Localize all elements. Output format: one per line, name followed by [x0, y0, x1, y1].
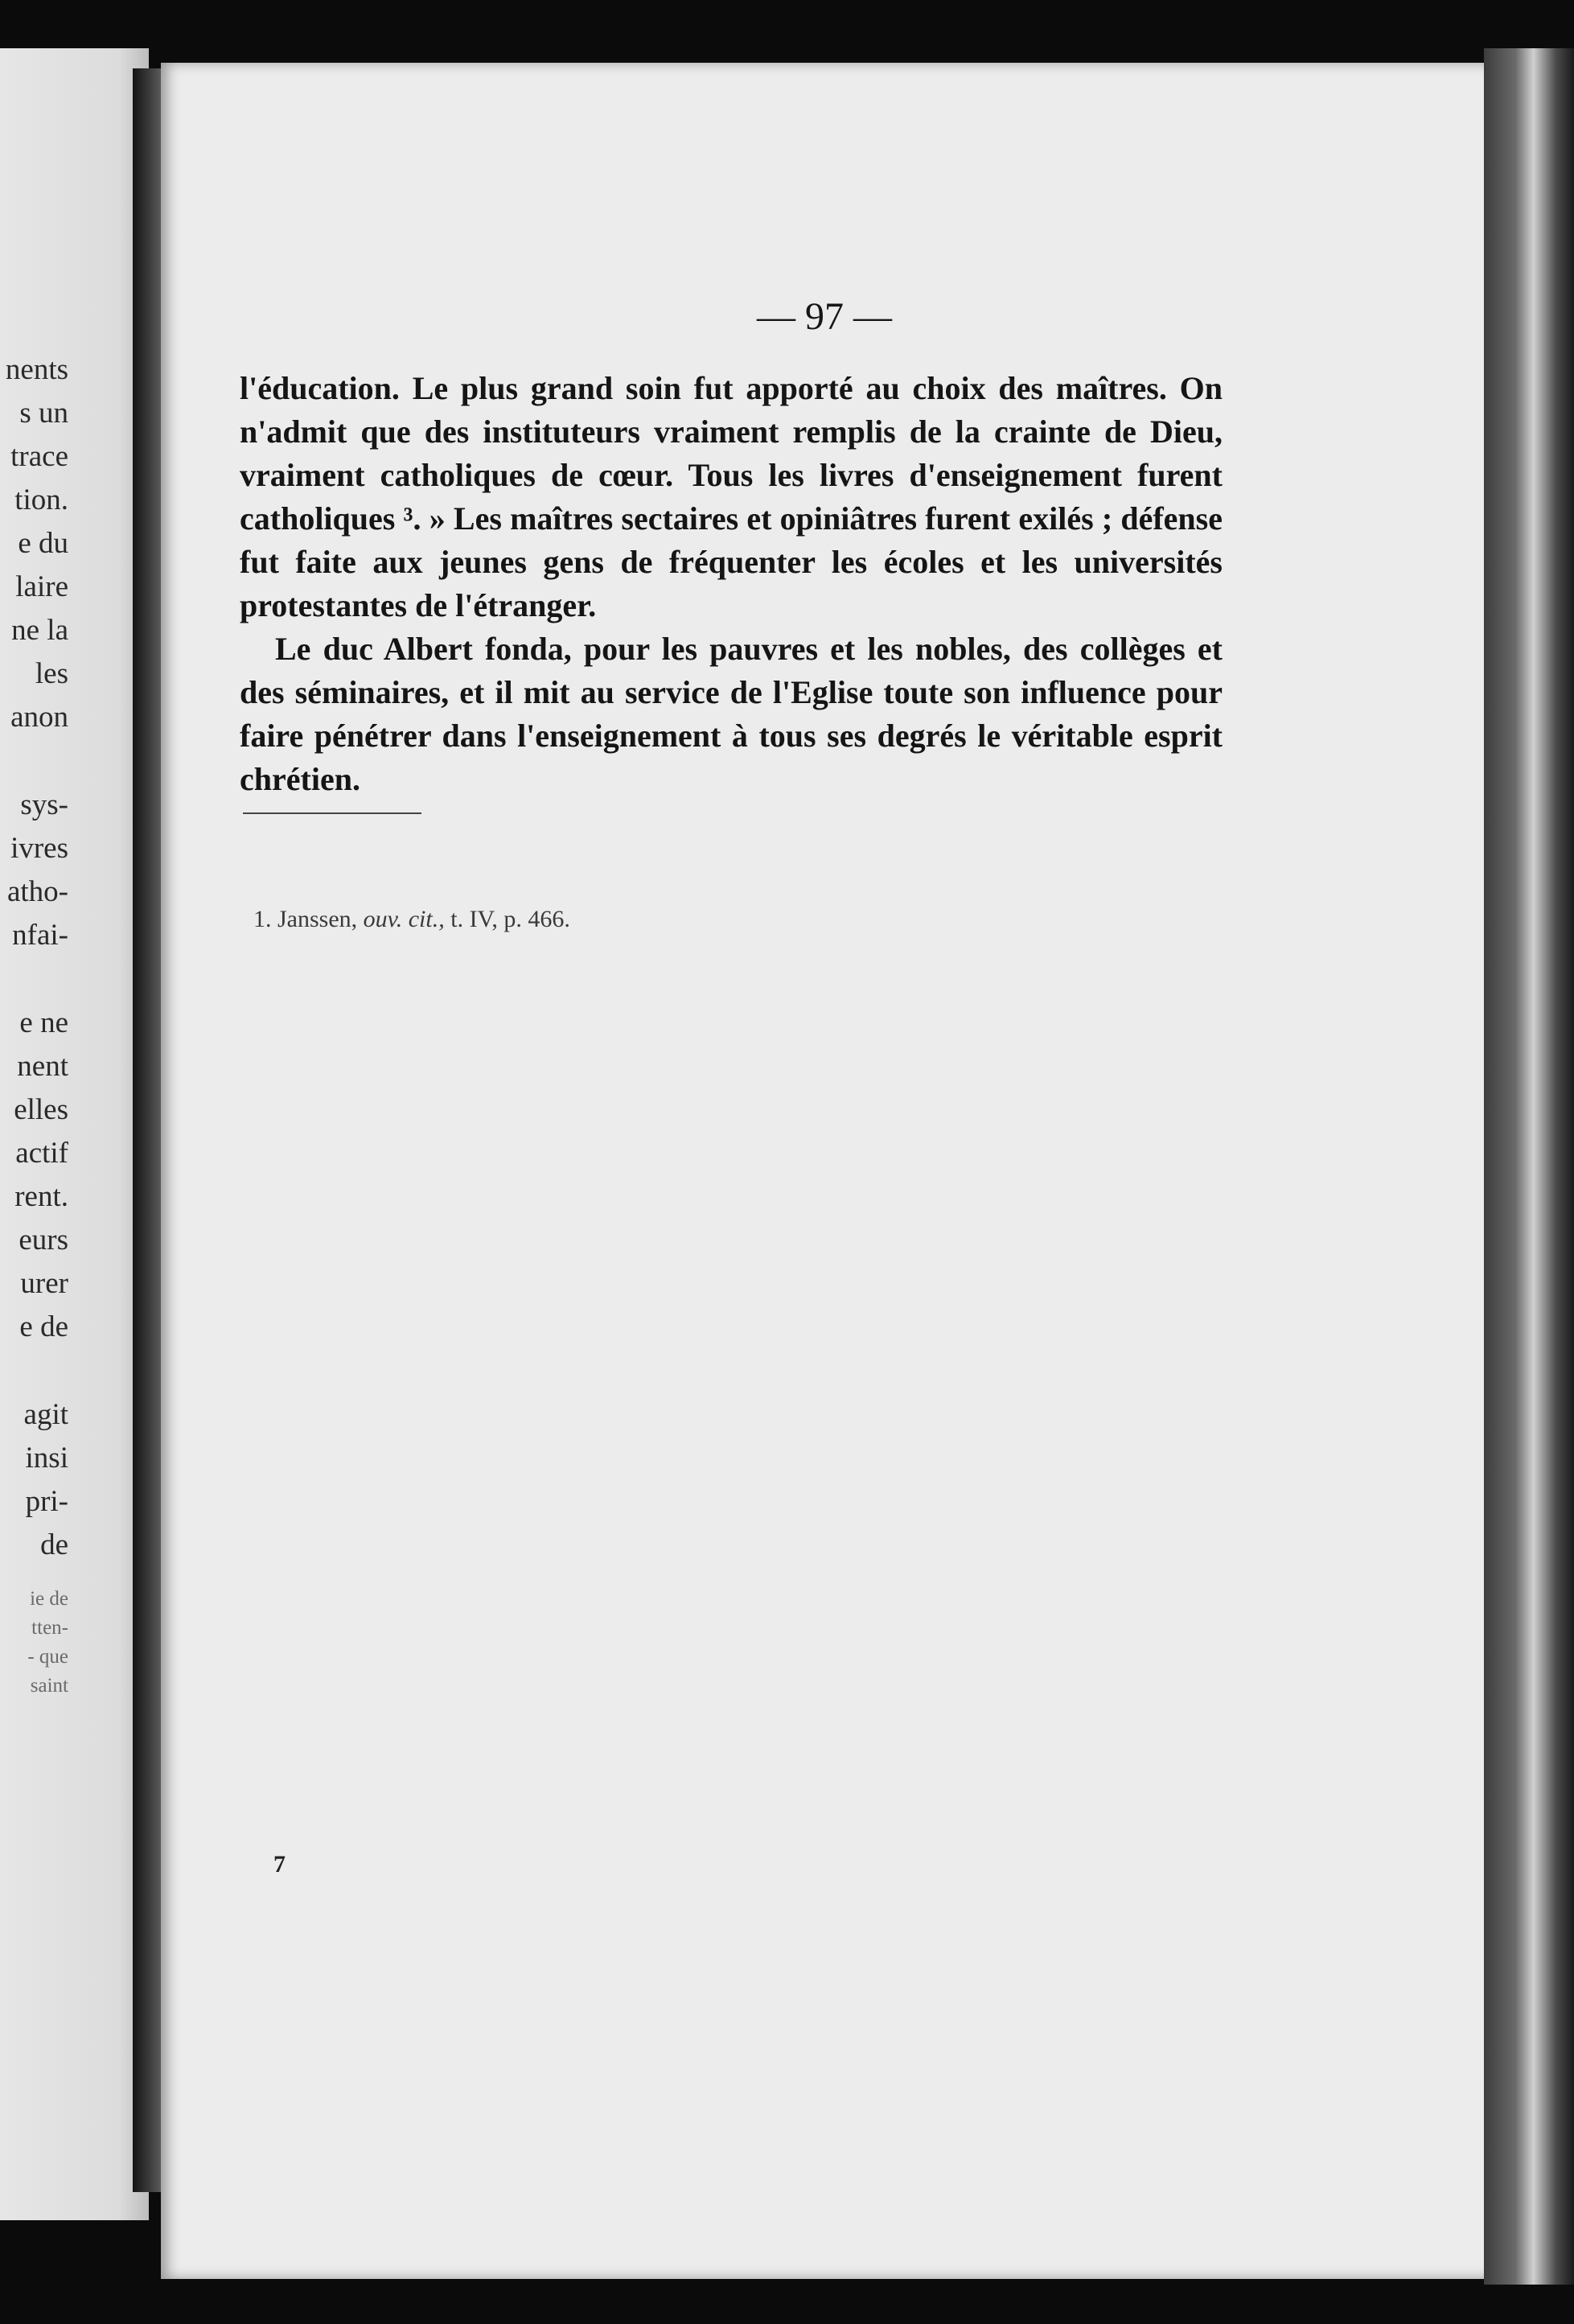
left-page-fragment: s un: [19, 397, 68, 430]
paragraph-2: Le duc Albert fonda, pour les pauvres et les nobles, des collèges et des séminaires, et il mit au service de l'Eglise toute son influence pour faire pénétrer dans l'enseignement à tous ses degrés le véritable esprit chrétien.: [240, 631, 1223, 797]
left-page-fragment: sys-: [20, 788, 68, 821]
left-page-footnote-fragment: ie de: [30, 1588, 68, 1610]
left-page-fragment: ne la: [11, 614, 68, 647]
left-page-fragment: pri-: [25, 1485, 68, 1518]
left-page-footnote-fragment: - que: [27, 1646, 68, 1668]
left-page-fragment: urer: [20, 1267, 68, 1300]
left-page-fragment: elles: [14, 1093, 68, 1126]
left-page-fragment: agit: [23, 1398, 68, 1431]
left-page-fragment: atho-: [6, 875, 68, 908]
footnote-rule: [243, 812, 421, 814]
left-page-footnote-fragment: tten-: [31, 1617, 68, 1639]
page-header: — 97 —: [757, 295, 892, 338]
paragraph-1: l'éducation. Le plus grand soin fut apporté au choix des maîtres. On n'admit que des instituteurs vraiment remplis de la crainte de Dieu, vraiment catholiques de cœur. Tous les livres d'enseignement furent catholiques ³. » Les maîtres sectaires et opiniâtres furent exilés ; défense fut faite aux jeunes gens de fréquenter les écoles et les universités protestantes de l'étranger.: [240, 370, 1223, 623]
left-page-fragment: rent.: [14, 1180, 68, 1213]
right-page-edge: [1484, 48, 1574, 2285]
left-page-fragment: e de: [19, 1310, 68, 1343]
signature-mark: 7: [273, 1851, 286, 1878]
left-page-fragment: nent: [17, 1050, 68, 1083]
left-page-fragment: eurs: [18, 1224, 68, 1257]
left-page-fragment: e du: [18, 527, 68, 560]
left-page-edge: [0, 48, 149, 2220]
left-page-fragment: ivres: [10, 832, 68, 865]
footnote-author: Janssen,: [277, 906, 358, 932]
left-page-fragment: laire: [15, 570, 68, 603]
left-page-fragment: insi: [25, 1442, 68, 1475]
left-page-fragment: les: [35, 657, 68, 690]
left-page-footnote-fragment: saint: [30, 1675, 68, 1697]
left-page-fragment: e ne: [19, 1006, 68, 1039]
footnote: [253, 906, 570, 933]
footnote-number: 1.: [253, 906, 272, 932]
left-page-fragment: actif: [15, 1137, 68, 1170]
left-page-fragment: nents: [5, 353, 68, 386]
left-page-fragment: tion.: [14, 483, 68, 516]
footnote-ref: t. IV, p. 466.: [450, 906, 570, 932]
footnote-work: ouv. cit.,: [363, 906, 445, 932]
page: [161, 63, 1488, 2279]
left-page-fragment: nfai-: [12, 919, 68, 952]
left-page-fragment: anon: [10, 701, 68, 734]
left-page-fragment: trace: [10, 440, 68, 473]
body-text: [240, 367, 1223, 801]
left-page-fragment: de: [40, 1528, 68, 1561]
